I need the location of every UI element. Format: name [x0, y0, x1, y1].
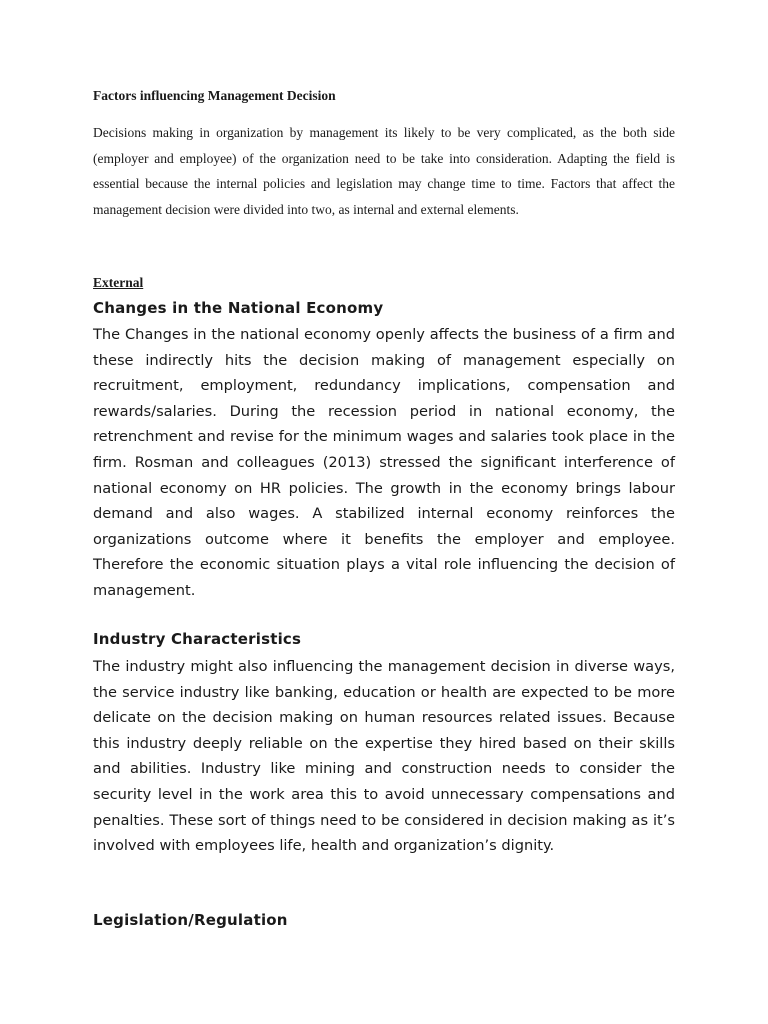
heading-legislation-regulation: Legislation/Regulation [93, 911, 288, 929]
heading-national-economy: Changes in the National Economy [93, 299, 384, 317]
heading-industry-characteristics: Industry Characteristics [93, 630, 302, 648]
paragraph-national-economy: The Changes in the national economy openly affects the business of a firm and these indirectly hits the decision making of management especially on recruitment, employment, redundancy implications, compensation and rewards/salaries. During the recession period in national economy, the retrenchment and revise for the minimum wages and salaries took place in the firm. Rosman and colleagues (2013) stressed the significant interference of national economy on HR policies. The growth in the economy brings labour demand and also wages. A stabilized internal economy reinforces the organizations outcome where it benefits the employer and employee. Therefore the economic situation plays a vital role influencing the decision of management. [93, 326, 675, 599]
document-title: Factors influencing Management Decision [93, 88, 336, 103]
section-label-external: External [93, 275, 144, 290]
intro-paragraph: Decisions making in organization by management its likely to be very complicated, as the both side (employer and employee) of the organization need to be take into consideration. Adapting the field is essential because the internal policies and legislation may change time to time. Factors that affect the management decision were divided into two, as internal and external elements. [93, 125, 675, 217]
paragraph-industry-characteristics: The industry might also influencing the management decision in diverse ways, the service industry like banking, education or health are expected to be more delicate on the decision making on human resources related issues. Because this industry deeply reliable on the expertise they hired based on their skills and abilities. Industry like mining and construction needs to consider the security level in the work area this to avoid unnecessary compensations and penalties. These sort of things need to be considered in decision making as it’s involved with employees life, health and organization’s dignity. [93, 658, 675, 855]
